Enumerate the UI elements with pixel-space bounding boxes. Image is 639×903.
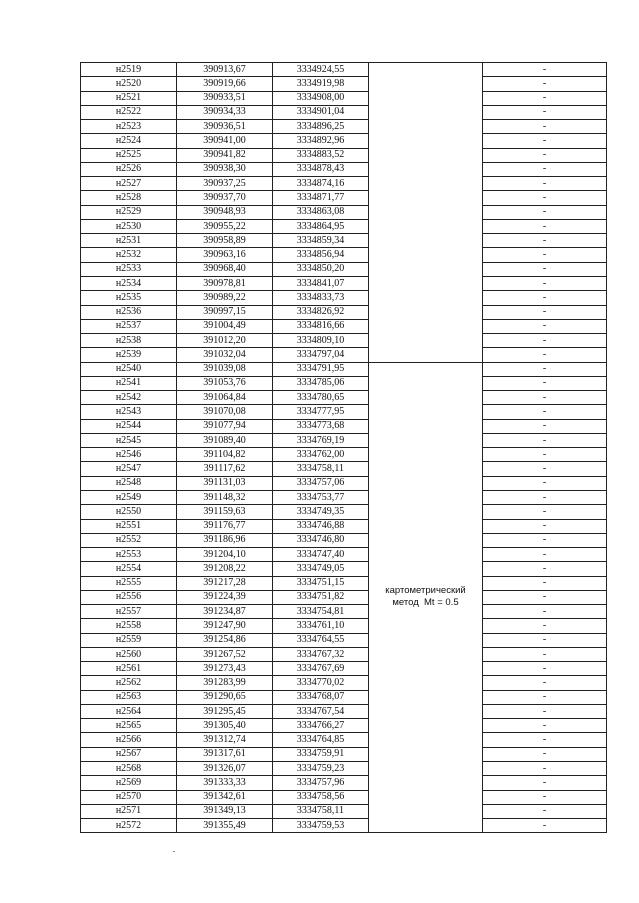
point-name-cell: н2551 (81, 519, 177, 533)
x-coordinate-cell: 390963,16 (177, 248, 273, 262)
point-name-cell: н2554 (81, 562, 177, 576)
x-coordinate-cell: 390968,40 (177, 262, 273, 276)
y-coordinate-cell: 3334749,05 (273, 562, 369, 576)
table-row (81, 276, 607, 290)
table-row (81, 291, 607, 305)
accuracy-cell: - (483, 576, 607, 590)
x-coordinate-cell: 390938,30 (177, 162, 273, 176)
x-coordinate-cell: 390948,93 (177, 205, 273, 219)
accuracy-cell: - (483, 319, 607, 333)
x-coordinate-cell: 391004,49 (177, 319, 273, 333)
y-coordinate-cell: 3334759,91 (273, 747, 369, 761)
table-row (81, 77, 607, 91)
table-row (81, 63, 607, 77)
x-coordinate-cell: 391355,49 (177, 819, 273, 833)
x-coordinate-cell: 391176,77 (177, 519, 273, 533)
table-row (81, 647, 607, 661)
accuracy-cell: - (483, 662, 607, 676)
point-name-cell: н2553 (81, 548, 177, 562)
x-coordinate-cell: 391234,87 (177, 605, 273, 619)
table-row (81, 662, 607, 676)
y-coordinate-cell: 3334878,43 (273, 162, 369, 176)
accuracy-cell: - (483, 747, 607, 761)
y-coordinate-cell: 3334797,04 (273, 348, 369, 362)
x-coordinate-cell: 390941,82 (177, 148, 273, 162)
y-coordinate-cell: 3334767,54 (273, 704, 369, 718)
x-coordinate-cell: 391186,96 (177, 533, 273, 547)
y-coordinate-cell: 3334768,07 (273, 690, 369, 704)
y-coordinate-cell: 3334767,69 (273, 662, 369, 676)
y-coordinate-cell: 3334754,81 (273, 605, 369, 619)
x-coordinate-cell: 390955,22 (177, 219, 273, 233)
point-name-cell: н2532 (81, 248, 177, 262)
accuracy-cell: - (483, 633, 607, 647)
x-coordinate-cell: 391342,61 (177, 790, 273, 804)
point-name-cell: н2568 (81, 762, 177, 776)
y-coordinate-cell: 3334764,85 (273, 733, 369, 747)
point-name-cell: н2523 (81, 120, 177, 134)
accuracy-cell: - (483, 105, 607, 119)
accuracy-cell: - (483, 348, 607, 362)
point-name-cell: н2552 (81, 533, 177, 547)
accuracy-cell: - (483, 391, 607, 405)
table-row (81, 605, 607, 619)
point-name-cell: н2538 (81, 334, 177, 348)
table-row (81, 619, 607, 633)
y-coordinate-cell: 3334883,52 (273, 148, 369, 162)
point-name-cell: н2525 (81, 148, 177, 162)
accuracy-cell: - (483, 733, 607, 747)
point-name-cell: н2527 (81, 177, 177, 191)
table-row (81, 448, 607, 462)
accuracy-cell: - (483, 776, 607, 790)
y-coordinate-cell: 3334746,88 (273, 519, 369, 533)
accuracy-cell: - (483, 433, 607, 447)
table-row (81, 234, 607, 248)
y-coordinate-cell: 3334766,27 (273, 719, 369, 733)
x-coordinate-cell: 391326,07 (177, 762, 273, 776)
point-name-cell: н2547 (81, 462, 177, 476)
table-row (81, 562, 607, 576)
x-coordinate-cell: 391333,33 (177, 776, 273, 790)
y-coordinate-cell: 3334749,35 (273, 505, 369, 519)
point-name-cell: н2555 (81, 576, 177, 590)
table-row (81, 262, 607, 276)
accuracy-cell: - (483, 376, 607, 390)
x-coordinate-cell: 390937,70 (177, 191, 273, 205)
x-coordinate-cell: 391247,90 (177, 619, 273, 633)
coordinates-table (80, 62, 607, 833)
accuracy-cell: - (483, 162, 607, 176)
y-coordinate-cell: 3334841,07 (273, 276, 369, 290)
y-coordinate-cell: 3334758,11 (273, 462, 369, 476)
table-row (81, 476, 607, 490)
x-coordinate-cell: 391089,40 (177, 433, 273, 447)
table-row (81, 790, 607, 804)
accuracy-cell: - (483, 177, 607, 191)
method-cell (369, 362, 483, 833)
table-row (81, 91, 607, 105)
table-row (81, 776, 607, 790)
accuracy-cell: - (483, 63, 607, 77)
x-coordinate-cell: 390919,66 (177, 77, 273, 91)
y-coordinate-cell: 3334757,96 (273, 776, 369, 790)
accuracy-cell: - (483, 490, 607, 504)
accuracy-cell: - (483, 690, 607, 704)
x-coordinate-cell: 391012,20 (177, 334, 273, 348)
x-coordinate-cell: 391305,40 (177, 719, 273, 733)
x-coordinate-cell: 390997,15 (177, 305, 273, 319)
point-name-cell: н2556 (81, 590, 177, 604)
table-row (81, 490, 607, 504)
scan-speck (173, 851, 175, 852)
y-coordinate-cell: 3334809,10 (273, 334, 369, 348)
y-coordinate-cell: 3334767,32 (273, 647, 369, 661)
table-row (81, 191, 607, 205)
x-coordinate-cell: 391159,63 (177, 505, 273, 519)
accuracy-cell: - (483, 819, 607, 833)
y-coordinate-cell: 3334791,95 (273, 362, 369, 376)
y-coordinate-cell: 3334850,20 (273, 262, 369, 276)
point-name-cell: н2533 (81, 262, 177, 276)
y-coordinate-cell: 3334864,95 (273, 219, 369, 233)
table-row (81, 676, 607, 690)
accuracy-cell: - (483, 91, 607, 105)
y-coordinate-cell: 3334896,25 (273, 120, 369, 134)
y-coordinate-cell: 3334759,23 (273, 762, 369, 776)
point-name-cell: н2536 (81, 305, 177, 319)
table-row (81, 348, 607, 362)
table-row (81, 590, 607, 604)
x-coordinate-cell: 390936,51 (177, 120, 273, 134)
table-row (81, 405, 607, 419)
y-coordinate-cell: 3334759,53 (273, 819, 369, 833)
table-row (81, 704, 607, 718)
method-text-line-2: метод Mt = 0.5 (392, 597, 459, 609)
point-name-cell: н2535 (81, 291, 177, 305)
accuracy-cell: - (483, 647, 607, 661)
point-name-cell: н2540 (81, 362, 177, 376)
point-name-cell: н2557 (81, 605, 177, 619)
accuracy-cell: - (483, 448, 607, 462)
point-name-cell: н2537 (81, 319, 177, 333)
y-coordinate-cell: 3334751,82 (273, 590, 369, 604)
table-row (81, 120, 607, 134)
accuracy-cell: - (483, 262, 607, 276)
table-row (81, 376, 607, 390)
accuracy-cell: - (483, 77, 607, 91)
table-row (81, 733, 607, 747)
accuracy-cell: - (483, 362, 607, 376)
y-coordinate-cell: 3334826,92 (273, 305, 369, 319)
x-coordinate-cell: 390933,51 (177, 91, 273, 105)
point-name-cell: н2528 (81, 191, 177, 205)
table-row (81, 690, 607, 704)
y-coordinate-cell: 3334764,55 (273, 633, 369, 647)
accuracy-cell: - (483, 619, 607, 633)
x-coordinate-cell: 391039,08 (177, 362, 273, 376)
table-row (81, 633, 607, 647)
point-name-cell: н2534 (81, 276, 177, 290)
point-name-cell: н2531 (81, 234, 177, 248)
table-row (81, 334, 607, 348)
accuracy-cell: - (483, 291, 607, 305)
accuracy-cell: - (483, 462, 607, 476)
y-coordinate-cell: 3334908,00 (273, 91, 369, 105)
x-coordinate-cell: 391148,32 (177, 490, 273, 504)
point-name-cell: н2572 (81, 819, 177, 833)
x-coordinate-cell: 391204,10 (177, 548, 273, 562)
x-coordinate-cell: 391224,39 (177, 590, 273, 604)
x-coordinate-cell: 391254,86 (177, 633, 273, 647)
point-name-cell: н2529 (81, 205, 177, 219)
method-cell-empty (369, 63, 483, 363)
x-coordinate-cell: 390989,22 (177, 291, 273, 305)
point-name-cell: н2546 (81, 448, 177, 462)
accuracy-cell: - (483, 476, 607, 490)
x-coordinate-cell: 391283,99 (177, 676, 273, 690)
point-name-cell: н2549 (81, 490, 177, 504)
y-coordinate-cell: 3334833,73 (273, 291, 369, 305)
table-row (81, 819, 607, 833)
y-coordinate-cell: 3334859,34 (273, 234, 369, 248)
point-name-cell: н2530 (81, 219, 177, 233)
y-coordinate-cell: 3334924,55 (273, 63, 369, 77)
x-coordinate-cell: 391208,22 (177, 562, 273, 576)
table-row (81, 362, 607, 376)
x-coordinate-cell: 391312,74 (177, 733, 273, 747)
point-name-cell: н2558 (81, 619, 177, 633)
accuracy-cell: - (483, 590, 607, 604)
x-coordinate-cell: 390978,81 (177, 276, 273, 290)
accuracy-cell: - (483, 804, 607, 818)
y-coordinate-cell: 3334871,77 (273, 191, 369, 205)
accuracy-cell: - (483, 562, 607, 576)
y-coordinate-cell: 3334780,65 (273, 391, 369, 405)
point-name-cell: н2544 (81, 419, 177, 433)
y-coordinate-cell: 3334770,02 (273, 676, 369, 690)
accuracy-cell: - (483, 334, 607, 348)
accuracy-cell: - (483, 548, 607, 562)
x-coordinate-cell: 391349,13 (177, 804, 273, 818)
table-row (81, 462, 607, 476)
table-row (81, 177, 607, 191)
table-row (81, 319, 607, 333)
x-coordinate-cell: 391217,28 (177, 576, 273, 590)
accuracy-cell: - (483, 719, 607, 733)
point-name-cell: н2567 (81, 747, 177, 761)
accuracy-cell: - (483, 305, 607, 319)
y-coordinate-cell: 3334874,16 (273, 177, 369, 191)
x-coordinate-cell: 390941,00 (177, 134, 273, 148)
x-coordinate-cell: 391077,94 (177, 419, 273, 433)
table-row (81, 548, 607, 562)
table-row (81, 248, 607, 262)
x-coordinate-cell: 391290,65 (177, 690, 273, 704)
method-text-line-1: картометрический (385, 585, 466, 597)
table-row (81, 576, 607, 590)
point-name-cell: н2519 (81, 63, 177, 77)
y-coordinate-cell: 3334777,95 (273, 405, 369, 419)
y-coordinate-cell: 3334758,11 (273, 804, 369, 818)
point-name-cell: н2570 (81, 790, 177, 804)
x-coordinate-cell: 391064,84 (177, 391, 273, 405)
y-coordinate-cell: 3334773,68 (273, 419, 369, 433)
point-name-cell: н2539 (81, 348, 177, 362)
x-coordinate-cell: 390913,67 (177, 63, 273, 77)
x-coordinate-cell: 391273,43 (177, 662, 273, 676)
accuracy-cell: - (483, 519, 607, 533)
y-coordinate-cell: 3334863,08 (273, 205, 369, 219)
point-name-cell: н2565 (81, 719, 177, 733)
point-name-cell: н2550 (81, 505, 177, 519)
x-coordinate-cell: 390937,25 (177, 177, 273, 191)
x-coordinate-cell: 391317,61 (177, 747, 273, 761)
point-name-cell: н2545 (81, 433, 177, 447)
point-name-cell: н2526 (81, 162, 177, 176)
table-row (81, 205, 607, 219)
table-row (81, 305, 607, 319)
y-coordinate-cell: 3334856,94 (273, 248, 369, 262)
x-coordinate-cell: 391032,04 (177, 348, 273, 362)
point-name-cell: н2542 (81, 391, 177, 405)
accuracy-cell: - (483, 505, 607, 519)
accuracy-cell: - (483, 219, 607, 233)
accuracy-cell: - (483, 676, 607, 690)
accuracy-cell: - (483, 605, 607, 619)
accuracy-cell: - (483, 276, 607, 290)
table-row (81, 419, 607, 433)
coordinates-table-body (81, 63, 607, 833)
table-row (81, 433, 607, 447)
y-coordinate-cell: 3334769,19 (273, 433, 369, 447)
accuracy-cell: - (483, 120, 607, 134)
table-row (81, 719, 607, 733)
accuracy-cell: - (483, 234, 607, 248)
y-coordinate-cell: 3334785,06 (273, 376, 369, 390)
accuracy-cell: - (483, 790, 607, 804)
x-coordinate-cell: 391117,62 (177, 462, 273, 476)
point-name-cell: н2561 (81, 662, 177, 676)
x-coordinate-cell: 391104,82 (177, 448, 273, 462)
y-coordinate-cell: 3334757,06 (273, 476, 369, 490)
table-row (81, 162, 607, 176)
x-coordinate-cell: 390958,89 (177, 234, 273, 248)
y-coordinate-cell: 3334919,98 (273, 77, 369, 91)
table-row (81, 105, 607, 119)
point-name-cell: н2571 (81, 804, 177, 818)
x-coordinate-cell: 390934,33 (177, 105, 273, 119)
point-name-cell: н2564 (81, 704, 177, 718)
y-coordinate-cell: 3334758,56 (273, 790, 369, 804)
x-coordinate-cell: 391131,03 (177, 476, 273, 490)
y-coordinate-cell: 3334901,04 (273, 105, 369, 119)
x-coordinate-cell: 391295,45 (177, 704, 273, 718)
point-name-cell: н2562 (81, 676, 177, 690)
table-row (81, 762, 607, 776)
point-name-cell: н2524 (81, 134, 177, 148)
y-coordinate-cell: 3334746,80 (273, 533, 369, 547)
y-coordinate-cell: 3334761,10 (273, 619, 369, 633)
accuracy-cell: - (483, 419, 607, 433)
table-row (81, 391, 607, 405)
point-name-cell: н2543 (81, 405, 177, 419)
point-name-cell: н2559 (81, 633, 177, 647)
x-coordinate-cell: 391267,52 (177, 647, 273, 661)
table-row (81, 804, 607, 818)
y-coordinate-cell: 3334747,40 (273, 548, 369, 562)
accuracy-cell: - (483, 762, 607, 776)
accuracy-cell: - (483, 205, 607, 219)
accuracy-cell: - (483, 134, 607, 148)
y-coordinate-cell: 3334816,66 (273, 319, 369, 333)
table-row (81, 134, 607, 148)
table-row (81, 219, 607, 233)
point-name-cell: н2563 (81, 690, 177, 704)
table-row (81, 519, 607, 533)
accuracy-cell: - (483, 533, 607, 547)
point-name-cell: н2560 (81, 647, 177, 661)
point-name-cell: н2548 (81, 476, 177, 490)
y-coordinate-cell: 3334892,96 (273, 134, 369, 148)
table-row (81, 533, 607, 547)
point-name-cell: н2566 (81, 733, 177, 747)
point-name-cell: н2522 (81, 105, 177, 119)
accuracy-cell: - (483, 405, 607, 419)
x-coordinate-cell: 391053,76 (177, 376, 273, 390)
table-row (81, 505, 607, 519)
point-name-cell: н2520 (81, 77, 177, 91)
accuracy-cell: - (483, 704, 607, 718)
y-coordinate-cell: 3334753,77 (273, 490, 369, 504)
accuracy-cell: - (483, 248, 607, 262)
y-coordinate-cell: 3334762,00 (273, 448, 369, 462)
point-name-cell: н2569 (81, 776, 177, 790)
x-coordinate-cell: 391070,08 (177, 405, 273, 419)
table-row (81, 747, 607, 761)
accuracy-cell: - (483, 191, 607, 205)
table-row (81, 148, 607, 162)
point-name-cell: н2541 (81, 376, 177, 390)
y-coordinate-cell: 3334751,15 (273, 576, 369, 590)
point-name-cell: н2521 (81, 91, 177, 105)
accuracy-cell: - (483, 148, 607, 162)
